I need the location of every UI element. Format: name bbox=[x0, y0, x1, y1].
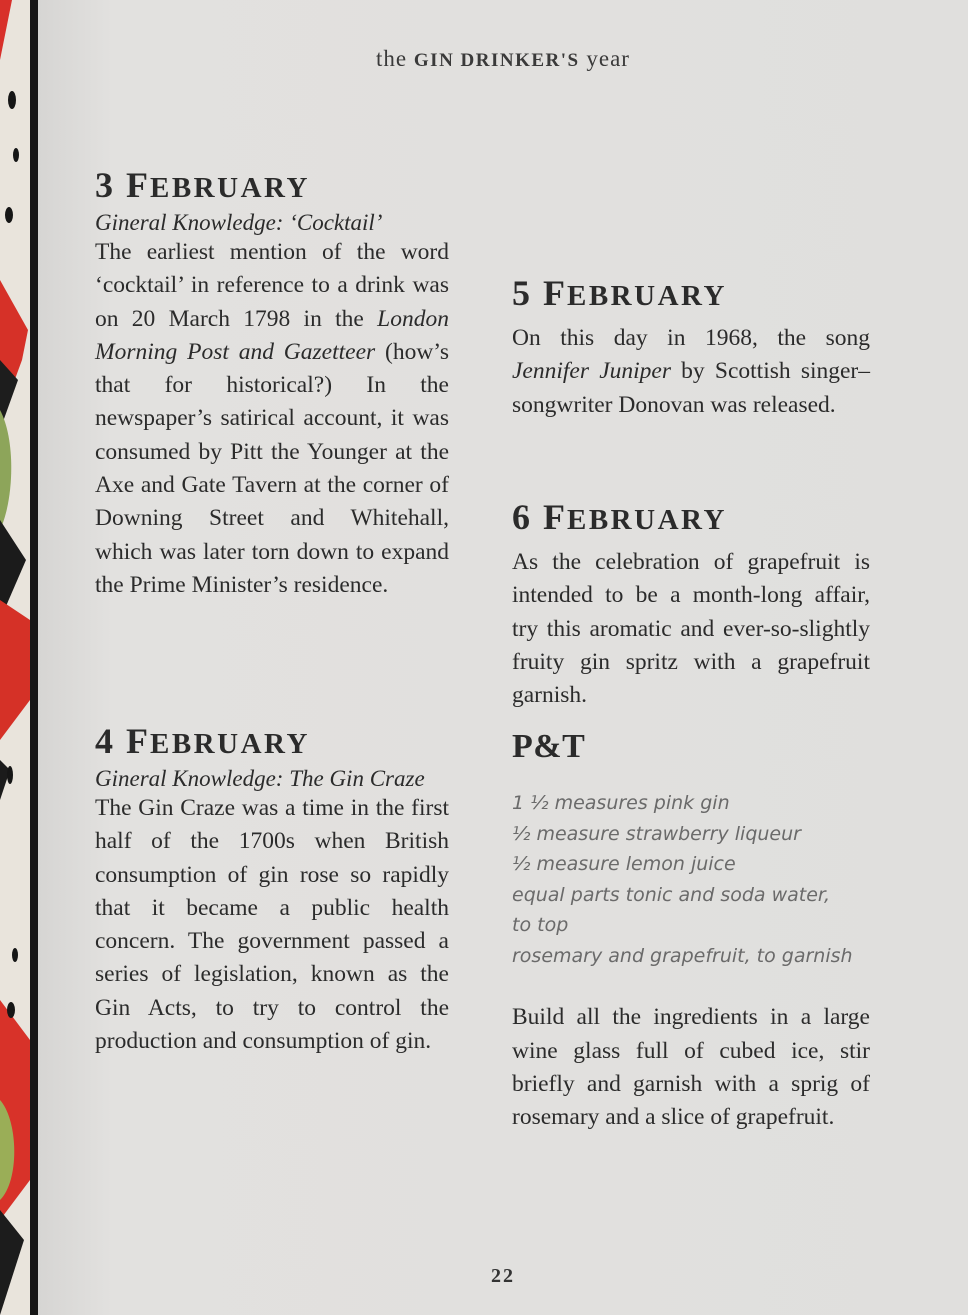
song-title: Jennifer Juniper bbox=[512, 358, 671, 385]
book-page bbox=[38, 0, 968, 1315]
recipe-title: P&T bbox=[512, 728, 586, 766]
entry-heading bbox=[95, 720, 449, 762]
body-text-part: The earliest mention of the word ‘cocktail’ in reference to a drink was on 20 March 1798 in the bbox=[95, 239, 449, 332]
ingredient-item: 1 ½ measures pink gin bbox=[512, 792, 730, 815]
running-head-pre: the bbox=[376, 46, 414, 71]
heading-month-rest: EBRUARY bbox=[567, 504, 727, 536]
entry-6-february bbox=[512, 496, 870, 1135]
entry-4-february bbox=[95, 720, 449, 1058]
heading-day: 3 bbox=[95, 165, 115, 205]
ingredient-item: to top bbox=[512, 914, 569, 937]
heading-day: 5 bbox=[512, 273, 532, 313]
entry-heading bbox=[512, 496, 870, 538]
running-head-caps: GIN DRINKER'S bbox=[413, 50, 580, 71]
heading-month-rest: EBRUARY bbox=[150, 728, 310, 760]
entry-heading bbox=[95, 164, 449, 206]
heading-day: 6 bbox=[512, 497, 532, 537]
entry-body bbox=[512, 322, 870, 422]
entry-body bbox=[95, 236, 449, 602]
running-head-post: year bbox=[579, 46, 630, 71]
body-text-part: On this day in 1968, the song bbox=[512, 325, 870, 351]
ingredient-item: ½ measure lemon juice bbox=[512, 853, 736, 876]
ingredient-item: ½ measure strawberry liqueur bbox=[512, 822, 801, 845]
decorative-pattern-strip bbox=[0, 0, 30, 1315]
heading-month-initial: F bbox=[543, 497, 567, 537]
heading-month-initial: F bbox=[543, 273, 567, 313]
entry-heading bbox=[512, 272, 870, 314]
ingredient-item: rosemary and grapefruit, to garnish bbox=[512, 944, 853, 967]
entry-subhead: Gineral Knowledge: The Gin Craze bbox=[95, 766, 425, 791]
page-spine-edge bbox=[30, 0, 38, 1315]
ingredient-item: equal parts tonic and soda water, bbox=[512, 883, 831, 906]
entry-body: The Gin Craze was a time in the first half of the 1700s when British consumption of gin rose so rapidly that it became a public health concern. The government passed a series of legislation, known as the Gin Acts, to try to control the production and consumption of gin. bbox=[95, 795, 449, 1055]
body-text-part: (how’s that for historical?) In the newspaper’s satirical account, it was consumed by Pitt the Younger at the Axe and Gate Tavern at the corner of Downing Street and Whitehall, which was later torn down to expand the Prime Minister’s residence. bbox=[95, 338, 449, 598]
entry-subhead: Gineral Knowledge: ‘Cocktail’ bbox=[95, 210, 383, 235]
heading-month-rest: EBRUARY bbox=[150, 172, 310, 204]
page-number: 22 bbox=[491, 1265, 515, 1287]
heading-month-initial: F bbox=[126, 721, 150, 761]
heading-month-initial: F bbox=[126, 165, 150, 205]
ingredient-list bbox=[512, 788, 870, 971]
running-head bbox=[38, 46, 968, 72]
heading-month-rest: EBRUARY bbox=[567, 280, 727, 312]
entry-3-february bbox=[95, 164, 449, 602]
body-text-part: by Scottish singer–songwriter Donovan was released. bbox=[512, 358, 870, 418]
publication-title: London Morning Post and Gazetteer bbox=[95, 305, 449, 365]
heading-day: 4 bbox=[95, 721, 115, 761]
entry-5-february bbox=[512, 272, 870, 422]
recipe-method: Build all the ingredients in a large wine glass full of cubed ice, stir briefly and garnish with a sprig of rosemary and a slice of grapefruit. bbox=[512, 1004, 870, 1131]
entry-body: As the celebration of grapefruit is intended to be a month-long affair, try this aromatic and ever-so-slightly fruity gin spritz with a grapefruit garnish. bbox=[512, 549, 870, 709]
